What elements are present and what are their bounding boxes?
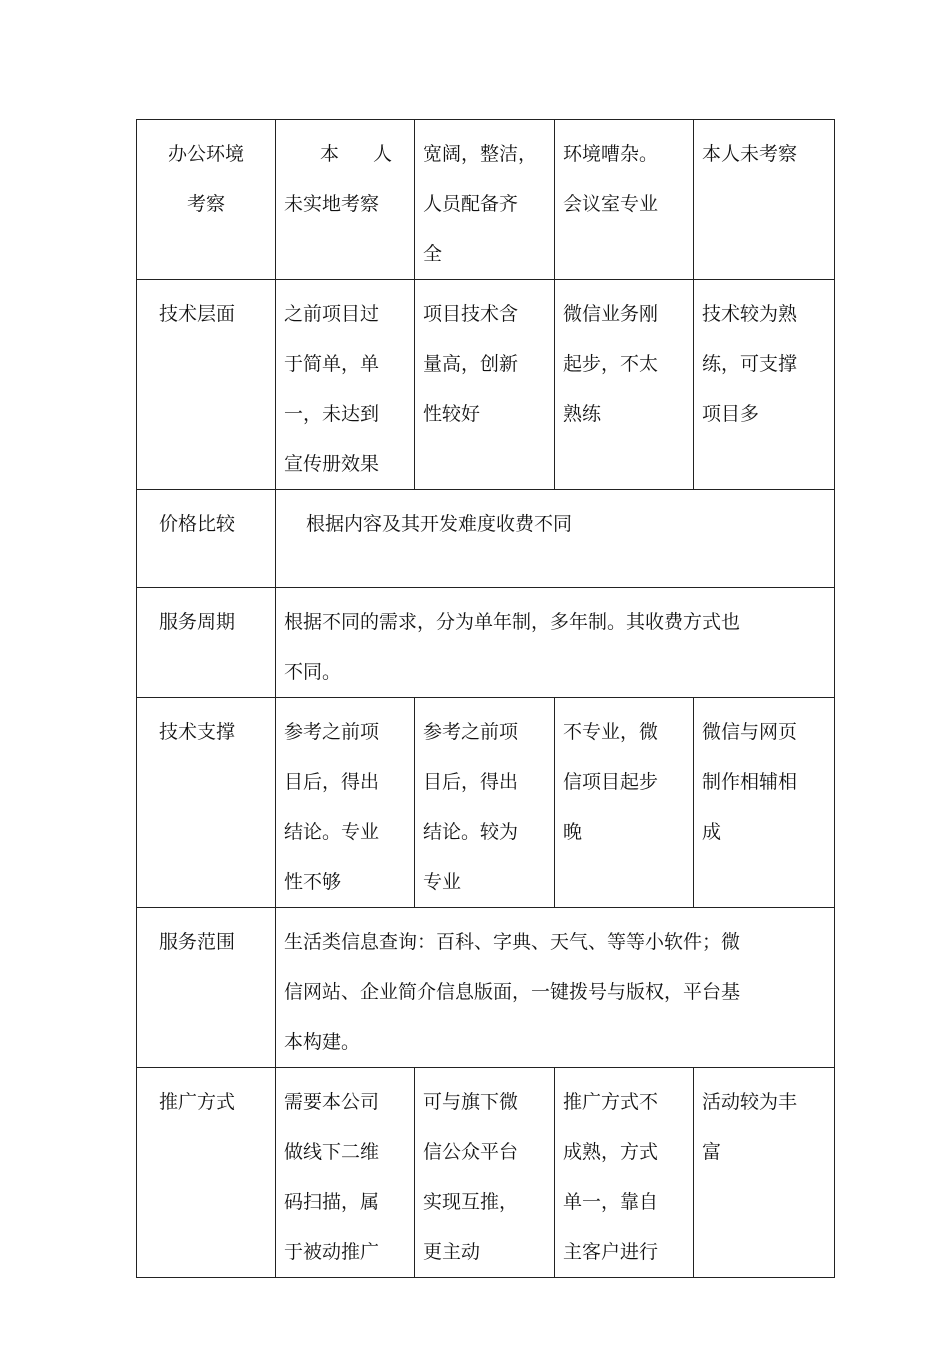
cell-line: 起步，不太 — [563, 353, 659, 375]
table-row-service-cycle — [137, 588, 835, 698]
row-header — [137, 1068, 276, 1278]
merged-cell — [276, 588, 835, 698]
cell-line: 富 — [702, 1141, 722, 1163]
table-cell — [276, 280, 415, 490]
cell-line: 推广方式不 — [563, 1091, 659, 1113]
cell-line: 成熟，方式 — [563, 1141, 659, 1163]
cell-line: 本 人 — [319, 143, 406, 165]
table-cell — [276, 698, 415, 908]
cell-line: 会议室专业 — [563, 193, 659, 215]
cell-line: 可与旗下微 — [423, 1091, 519, 1113]
cell-line: 未实地考察 — [284, 193, 380, 215]
row-header-line: 技术支撑 — [159, 721, 236, 743]
row-header — [137, 120, 276, 280]
cell-line: 之前项目过 — [284, 303, 380, 325]
table-cell — [276, 120, 415, 280]
cell-line: 主客户进行 — [563, 1241, 659, 1263]
table-cell — [694, 1068, 835, 1278]
row-header-line: 价格比较 — [159, 513, 236, 535]
table-row-office-environment — [137, 120, 835, 280]
table-cell — [555, 1068, 694, 1278]
cell-line: 一，未达到 — [284, 403, 380, 425]
row-header — [137, 698, 276, 908]
cell-line: 人员配备齐 — [423, 193, 519, 215]
row-header-line: 推广方式 — [159, 1091, 236, 1113]
table-cell — [415, 1068, 555, 1278]
table-cell — [276, 1068, 415, 1278]
cell-line: 性不够 — [284, 871, 342, 893]
row-header-line: 考察 — [186, 193, 225, 215]
table-cell — [694, 280, 835, 490]
cell-line: 练，可支撑 — [702, 353, 798, 375]
cell-line: 单一，靠自 — [563, 1191, 659, 1213]
table-row-technical-support — [137, 698, 835, 908]
cell-line: 参考之前项 — [284, 721, 380, 743]
cell-line: 实现互推， — [423, 1191, 519, 1213]
cell-line: 生活类信息查询：百科、字典、天气、等等小软件；微 — [284, 931, 741, 953]
cell-line: 参考之前项 — [423, 721, 519, 743]
cell-line: 做线下二维 — [284, 1141, 380, 1163]
table-cell — [415, 698, 555, 908]
table-row-service-scope — [137, 908, 835, 1068]
table-cell — [694, 120, 835, 280]
merged-cell — [276, 908, 835, 1068]
row-header — [137, 280, 276, 490]
table-cell — [415, 280, 555, 490]
row-header-line: 技术层面 — [159, 303, 236, 325]
cell-line: 结论。较为 — [423, 821, 519, 843]
cell-line: 成 — [702, 821, 722, 843]
table-row-price-comparison — [137, 490, 835, 588]
row-header-line: 办公环境 — [167, 143, 244, 165]
cell-line: 信公众平台 — [423, 1141, 519, 1163]
cell-line: 全 — [423, 243, 443, 265]
cell-line: 目后，得出 — [423, 771, 519, 793]
table-cell — [555, 698, 694, 908]
merged-cell — [276, 490, 835, 588]
row-header — [137, 588, 276, 698]
cell-line: 于简单，单 — [284, 353, 380, 375]
cell-line: 宣传册效果 — [284, 453, 380, 475]
row-header — [137, 490, 276, 588]
table-row-promotion-method — [137, 1068, 835, 1278]
row-header-line: 服务周期 — [159, 611, 236, 633]
cell-line: 于被动推广 — [284, 1241, 380, 1263]
cell-line: 结论。专业 — [284, 821, 380, 843]
cell-line: 量高，创新 — [423, 353, 519, 375]
cell-line: 信项目起步 — [563, 771, 659, 793]
cell-line: 环境嘈杂。 — [563, 143, 659, 165]
cell-line: 码扫描，属 — [284, 1191, 380, 1213]
cell-line: 本构建。 — [284, 1031, 361, 1053]
row-header-line: 服务范围 — [159, 931, 236, 953]
table-row-technical-level — [137, 280, 835, 490]
cell-line: 需要本公司 — [284, 1091, 380, 1113]
cell-line: 微信与网页 — [702, 721, 798, 743]
cell-line: 活动较为丰 — [702, 1091, 798, 1113]
cell-line: 不同。 — [284, 661, 342, 683]
table-cell — [555, 280, 694, 490]
cell-line: 信网站、企业简介信息版面，一键拨号与版权，平台基 — [284, 981, 741, 1003]
table-cell — [555, 120, 694, 280]
row-header — [137, 908, 276, 1068]
cell-line: 技术较为熟 — [702, 303, 798, 325]
cell-line: 宽阔，整洁， — [423, 143, 538, 165]
cell-line: 性较好 — [423, 403, 481, 425]
cell-line: 微信业务刚 — [563, 303, 659, 325]
cell-line: 目后，得出 — [284, 771, 380, 793]
cell-line: 项目多 — [702, 403, 760, 425]
cell-line: 专业 — [423, 871, 462, 893]
cell-line: 晚 — [563, 821, 583, 843]
cell-line: 更主动 — [423, 1241, 481, 1263]
cell-line: 项目技术含 — [423, 303, 519, 325]
cell-line: 制作相辅相 — [702, 771, 798, 793]
cell-line: 熟练 — [563, 403, 602, 425]
cell-line: 本人未考察 — [702, 143, 798, 165]
comparison-table — [136, 119, 835, 1278]
cell-line: 根据内容及其开发难度收费不同 — [306, 513, 573, 535]
cell-line: 根据不同的需求，分为单年制，多年制。其收费方式也 — [284, 611, 741, 633]
table-cell — [415, 120, 555, 280]
table-cell — [694, 698, 835, 908]
cell-line: 不专业，微 — [563, 721, 659, 743]
